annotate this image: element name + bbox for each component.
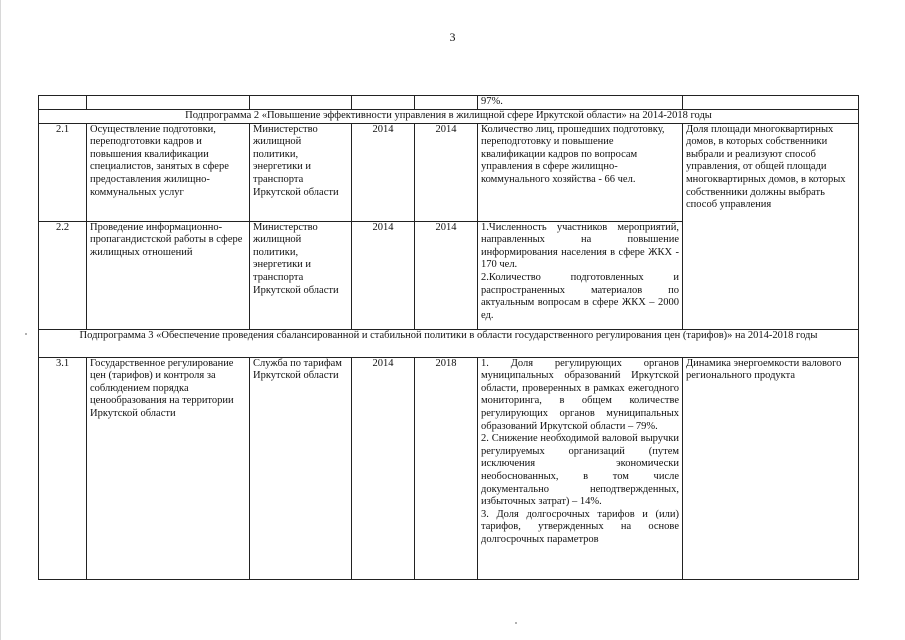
start-year-cell: 2014 (352, 357, 415, 579)
target-indicator-cell: Динамика энергоемкости валового регионального продукта (683, 357, 859, 579)
end-year-cell: 2018 (415, 357, 478, 579)
executor-cell: Министерство жилищной политики, энергетики и транспорта Иркутской области (250, 221, 352, 329)
program-table (38, 95, 859, 580)
table-row (39, 96, 859, 110)
row-number: 2.1 (39, 123, 87, 221)
table-cell (683, 96, 859, 110)
indicator-item-2: 2.Количество подготовленных и распространенных материалов по актуальным вопросам в сфере ЖКХ – 2000 ед. (481, 271, 679, 321)
scan-speck (25, 333, 27, 335)
table-cell (352, 96, 415, 110)
scan-speck (515, 622, 517, 624)
page-number: 3 (449, 30, 456, 44)
indicator-cell: 97%. (478, 96, 683, 110)
end-year-cell: 2014 (415, 123, 478, 221)
row-number: 3.1 (39, 357, 87, 579)
end-year-cell: 2014 (415, 221, 478, 329)
table-cell (87, 96, 250, 110)
target-indicator-cell: Доля площади многоквартирных домов, в которых собственники выбрали и реализуют способ управления, от общей площади многоквартирных домов, в которых собственники должны выбрать способ управления (683, 123, 859, 329)
indicator-cell: Количество лиц, прошедших подготовку, переподготовку и повышение квалификации кадров по вопросам управления в сфере жилищно-коммунального хозяйства - 66 чел. (478, 123, 683, 221)
subprogram-row (39, 110, 859, 124)
activity-cell: Государственное регулирование цен (тарифов) и контроля за соблюдением порядка ценообразования на территории Иркутской области (87, 357, 250, 579)
row-number: 2.2 (39, 221, 87, 329)
subprogram-3-title: Подпрограмма 3 «Обеспечение проведения сбалансированной и стабильной политики в области государственного регулирования цен (тарифов)» на 2014-2018 годы (39, 329, 859, 357)
subprogram-row (39, 329, 859, 357)
indicator-cell (478, 221, 683, 329)
indicator-item-2: 2. Снижение необходимой валовой выручки регулируемых организаций (путем исключения экономически необоснованных, в том числе документально неподтвержденных, избыточных затрат) – 14%. (481, 433, 679, 508)
indicator-cell (478, 357, 683, 579)
table-cell (39, 96, 87, 110)
activity-cell: Осуществление подготовки, переподготовки кадров и повышения квалификации специалистов, занятых в сфере предоставления жилищно-коммунальных услуг (87, 123, 250, 221)
scan-left-edge (0, 0, 1, 640)
executor-cell: Министерство жилищной политики, энергетики и транспорта Иркутской области (250, 123, 352, 221)
activity-cell: Проведение информационно-пропагандистской работы в сфере жилищных отношений (87, 221, 250, 329)
start-year-cell: 2014 (352, 123, 415, 221)
indicator-item-1: 1.Численность участников мероприятий, направленных на повышение информирования населения в сфере ЖКХ - 170 чел. (481, 221, 679, 271)
table-row (39, 123, 859, 221)
table-row (39, 357, 859, 579)
table-cell (250, 96, 352, 110)
table-cell (415, 96, 478, 110)
executor-cell: Служба по тарифам Иркутской области (250, 357, 352, 579)
subprogram-2-title: Подпрограмма 2 «Повышение эффективности управления в жилищной сфере Иркутской области» на 2014-2018 годы (39, 110, 859, 124)
indicator-item-1: 1. Доля регулирующих органов муниципальных образований Иркутской области, проверенных в рамках ежегодного мониторинга, в общем количестве регулирующих органов муниципальных образований Иркутской области – 79%. (481, 357, 679, 432)
indicator-item-3: 3. Доля долгосрочных тарифов и (или) тарифов, утвержденных на основе долгосрочных параметров (481, 508, 679, 545)
start-year-cell: 2014 (352, 221, 415, 329)
